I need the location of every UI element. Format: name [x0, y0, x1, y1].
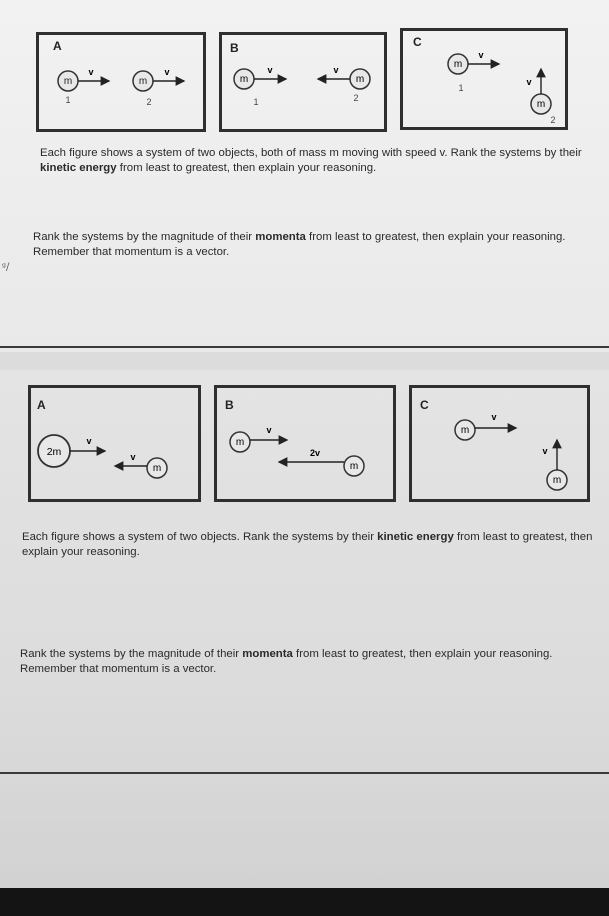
speed-label: v: [491, 412, 497, 422]
speed-label: v: [478, 50, 484, 60]
part1-panel-a: [36, 32, 206, 132]
speed-label: 2v: [309, 448, 321, 458]
part1-panel-b-diagram: [222, 35, 384, 129]
mass-label: m: [63, 76, 73, 87]
part2-panel-c-diagram: [412, 388, 587, 499]
mass-label: m: [536, 99, 546, 110]
panel-label: B: [230, 41, 239, 55]
part2-question-momenta: Rank the systems by the magnitude of their momenta from least to greatest, then explain your reasoning. Remember that momentum is a vector.: [20, 648, 553, 675]
mass-label: m: [355, 74, 365, 85]
part2-panel-a-diagram: [31, 388, 198, 499]
part1-panel-c-diagram: [403, 31, 565, 127]
part2-panel-b: [214, 385, 396, 502]
mass-label: m: [235, 437, 245, 448]
mass-label: m: [152, 463, 162, 474]
section-divider-top: [0, 346, 609, 348]
mass-label: m: [349, 461, 359, 472]
section-divider-bottom: [0, 772, 609, 774]
part2-panel-c: [409, 385, 590, 502]
speed-label: v: [333, 65, 339, 75]
photo-bottom-edge: [0, 888, 609, 916]
speed-label: v: [88, 67, 94, 77]
part2-panel-a: [28, 385, 201, 502]
object-number: 1: [458, 83, 464, 93]
object-number: 2: [146, 97, 152, 107]
object-number: 1: [253, 97, 259, 107]
speed-label: v: [86, 436, 92, 446]
part1-question-momenta: Rank the systems by the magnitude of their momenta from least to greatest, then explain your reasoning. Remember that momentum is a vector.: [33, 231, 566, 258]
object-number: 2: [353, 93, 359, 103]
part2-panel-b-diagram: [217, 388, 393, 499]
mass-label: m: [453, 59, 463, 70]
speed-label: v: [526, 77, 532, 87]
part1-question-kinetic-energy: Each figure shows a system of two objects, both of mass m moving with speed v. Rank the systems by their kinetic energy from least to greatest, then explain your reasoning.: [40, 147, 582, 174]
speed-label: v: [266, 425, 272, 435]
panel-label: B: [225, 398, 234, 412]
margin-pen-mark: ᵍ/: [2, 262, 10, 273]
speed-label: v: [542, 446, 548, 456]
part1-panel-c: [400, 28, 568, 130]
mass-label: m: [552, 475, 562, 486]
mass-label: 2m: [46, 446, 62, 458]
part2-question-kinetic-energy: Each figure shows a system of two objects. Rank the systems by their kinetic energy from least to greatest, then explain your reasoning.: [22, 531, 593, 558]
panel-label: C: [420, 398, 429, 412]
object-number: 2: [550, 115, 556, 125]
part1-panel-b: [219, 32, 387, 132]
speed-label: v: [267, 65, 273, 75]
panel-label: A: [53, 39, 62, 53]
part1-panel-a-diagram: [39, 35, 203, 129]
mass-label: m: [239, 74, 249, 85]
panel-label: C: [413, 35, 422, 49]
speed-label: v: [130, 452, 136, 462]
mass-label: m: [138, 76, 148, 87]
speed-label: v: [164, 67, 170, 77]
object-number: 1: [65, 95, 71, 105]
panel-label: A: [37, 398, 46, 412]
mass-label: m: [460, 425, 470, 436]
